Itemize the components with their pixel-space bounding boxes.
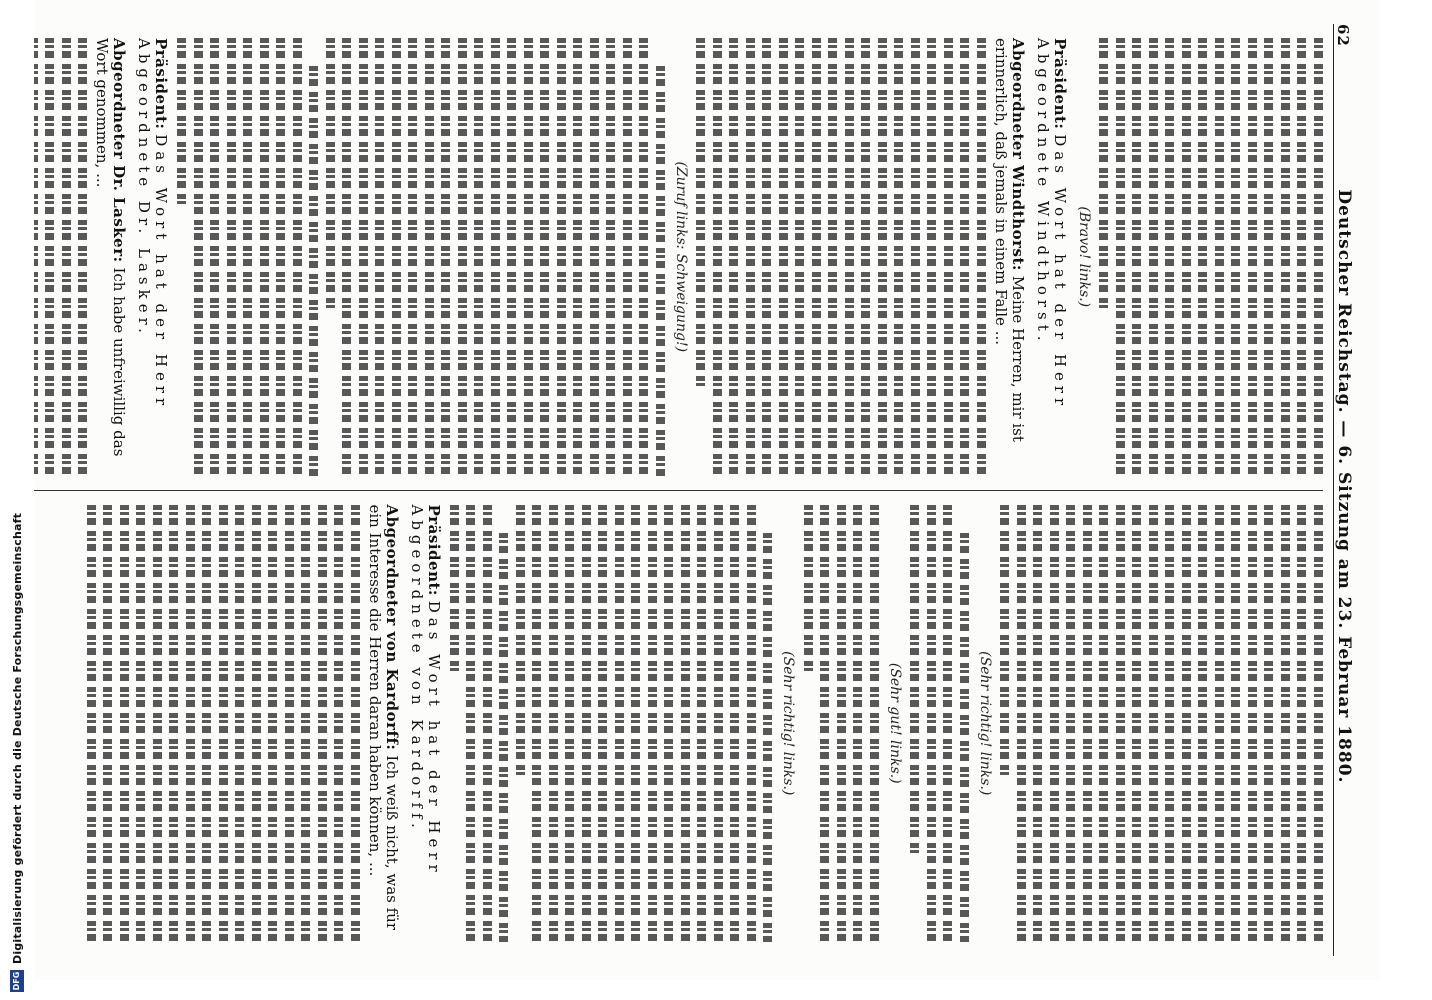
speaker-line	[94, 38, 128, 476]
speaker-label: Abgeordneter von Kardorff:	[383, 504, 401, 751]
speaker-text: Das Wort hat der Herr Abgeordnete von Kardorff.	[408, 504, 443, 877]
speaker-text: Das Wort hat der Herr Abgeordnete Windthorst.	[1034, 38, 1069, 411]
page-number: 62	[1334, 24, 1352, 47]
reaction: (Sehr richtig! links.)	[780, 651, 797, 796]
digitization-credit-strip	[0, 0, 34, 1000]
paragraph	[326, 38, 665, 476]
text-columns	[33, 24, 1323, 956]
paragraph	[1001, 505, 1324, 943]
speaker-line	[366, 505, 400, 943]
reaction: (Zuruf links: Schweigung!)	[673, 161, 689, 353]
speaker-line	[1034, 38, 1068, 476]
dfg-logo-icon: DFG	[10, 970, 24, 992]
page-header	[1333, 24, 1366, 956]
paragraph	[1100, 38, 1324, 476]
speaker-line	[136, 38, 170, 476]
speaker-label: Präsident:	[1051, 38, 1069, 130]
paragraph	[450, 505, 509, 943]
speaker-label: Präsident:	[152, 38, 171, 130]
speaker-label: Abgeordneter Windthorst:	[1009, 38, 1027, 271]
left-column	[33, 24, 1323, 490]
right-column	[33, 490, 1323, 957]
credit-text: Digitalisierung gefördert durch die Deutsche Forschungsgemeinschaft	[10, 512, 24, 964]
speaker-line	[992, 38, 1026, 476]
reaction: (Sehr richtig! links.)	[977, 651, 993, 796]
paragraph	[516, 505, 773, 943]
paragraph	[697, 38, 987, 476]
speaker-text: Ich weiß nicht, was für ein Interesse die Herren daran haben können, ...	[366, 504, 401, 931]
reaction: (Sehr gut! links.)	[887, 662, 903, 784]
speaker-line	[408, 505, 442, 943]
paragraph	[804, 505, 879, 943]
speaker-text: Meine Herren, mir ist erinnerlich, daß jemals in einem Falle ...	[992, 38, 1027, 442]
running-title: Deutscher Reichstag. — 6. Sitzung am 23. Februar 1880.	[1334, 189, 1354, 784]
paragraph	[911, 505, 970, 943]
speaker-label: Präsident:	[425, 504, 443, 596]
reaction: (Bravo! links.)	[1076, 206, 1092, 308]
speaker-label: Abgeordneter Dr. Lasker:	[110, 38, 129, 263]
paragraph	[178, 38, 319, 476]
paragraph	[87, 505, 360, 943]
speaker-text: Das Wort hat der Herr Abgeordnete Dr. Lasker.	[135, 38, 171, 411]
paragraph	[33, 38, 88, 476]
speaker-text: Ich habe unfreiwillig das Wort genommen, ...	[93, 38, 129, 457]
